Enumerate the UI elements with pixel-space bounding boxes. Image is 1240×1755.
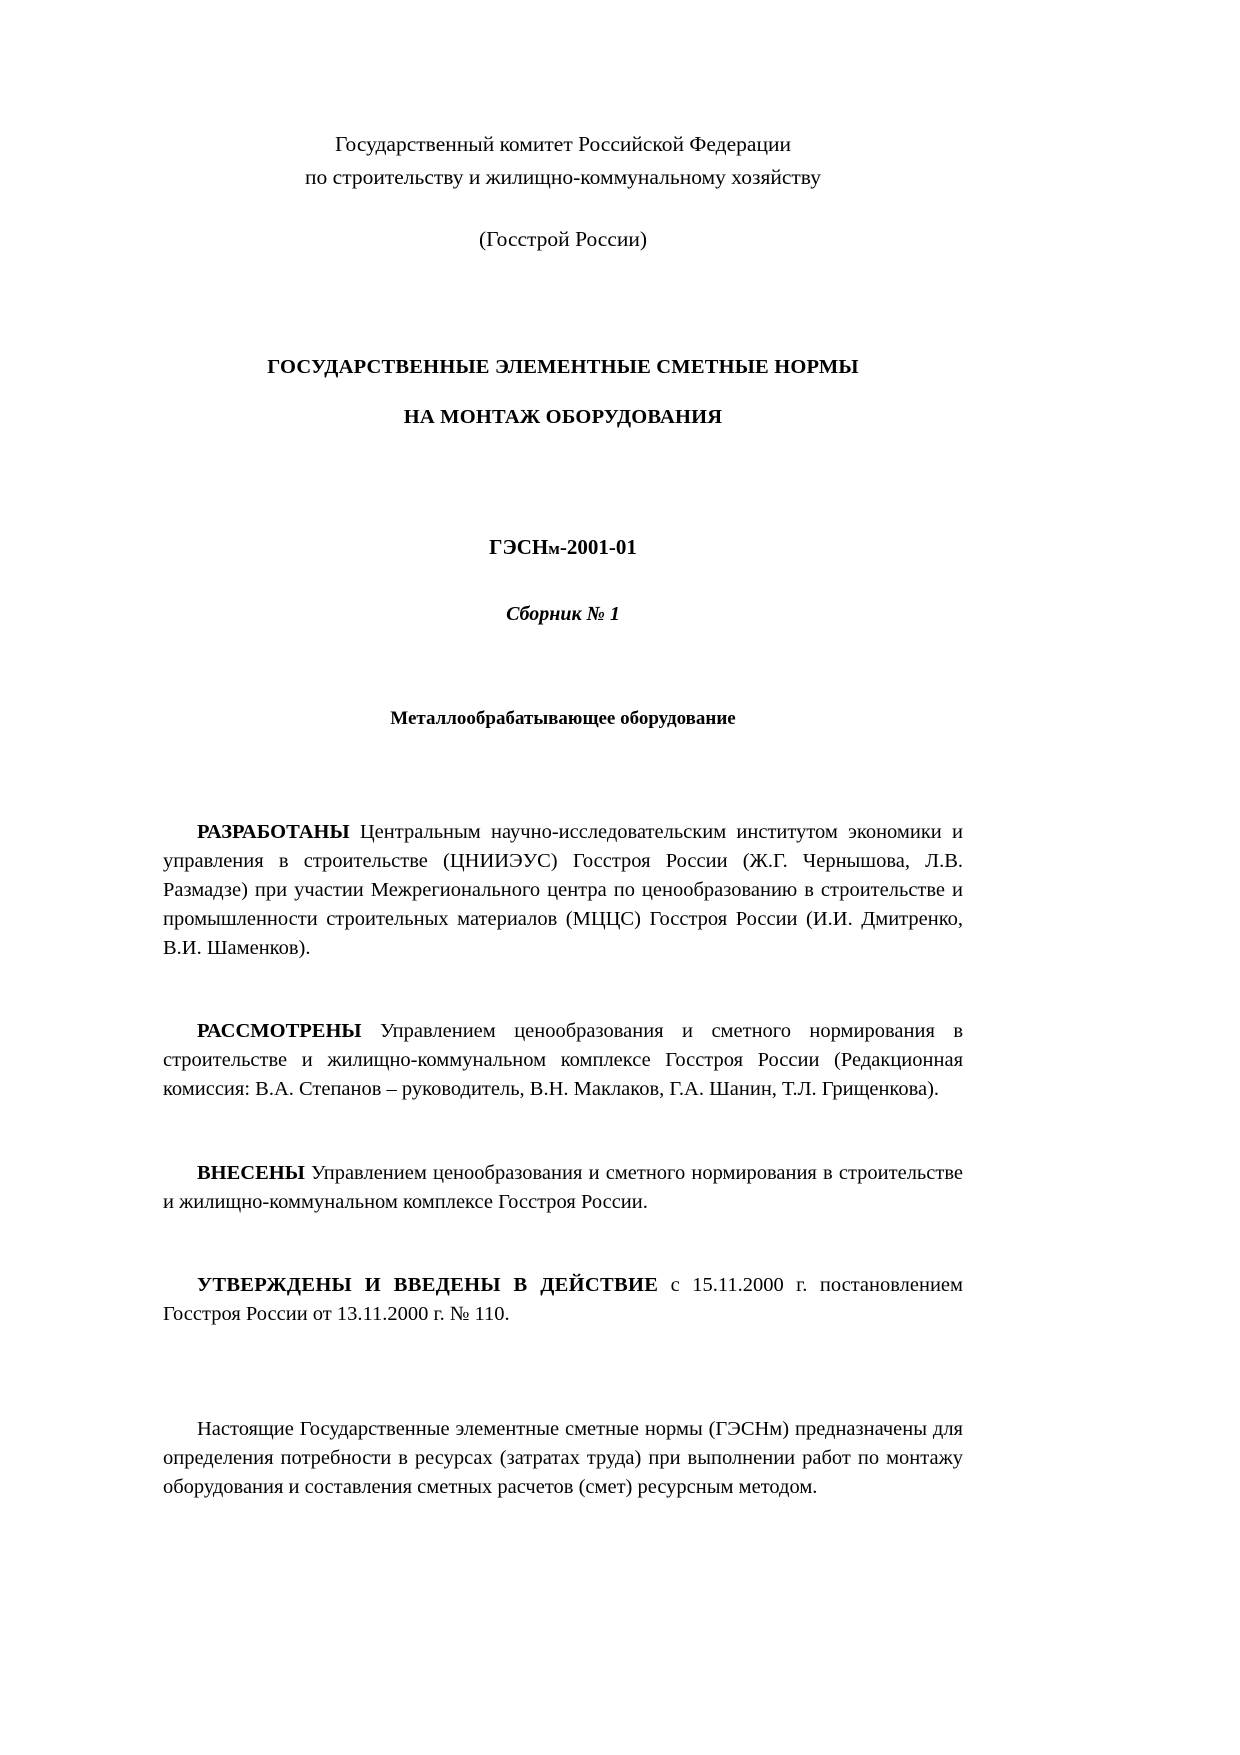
document-code-number: -2001-01 [559,534,637,559]
paragraph-reviewed [163,1017,963,1104]
label-approved: УТВЕРЖДЕНЫ И ВВЕДЕНЫ В ДЕЙСТВИЕ [197,1273,659,1296]
document-title-line-1: ГОСУДАРСТВЕННЫЕ ЭЛЕМЕНТНЫЕ СМЕТНЫЕ НОРМЫ [267,355,859,378]
document-code [163,429,963,560]
issuing-authority-line-1: Государственный комитет Российской Федерации [335,132,791,156]
collection-number: Сборник № 1 [506,602,620,625]
paragraph-approved [163,1271,963,1329]
document-code-prefix: ГЭСН [489,534,549,559]
masthead [163,0,963,195]
text-submitted: Управлением ценообразования и сметного нормирования в строительстве и жилищно-коммунальном комплексе Госстроя России. [163,1161,963,1213]
text-approved: с 15.11.2000 г. постановлением Госстроя России от 13.11.2000 г. № 110. [163,1273,963,1325]
label-developed: РАЗРАБОТАНЫ [197,820,350,843]
label-submitted: ВНЕСЕНЫ [197,1161,305,1184]
paragraph-submitted [163,1159,963,1217]
paragraph-purpose: Настоящие Государственные элементные сметные нормы (ГЭСНм) предназначены для определения потребности в ресурсах (затратах труда) при выполнении работ по монтажу оборудования и составления сметных расчетов (смет) ресурсным методом. [163,1417,963,1499]
paragraph-developed [163,818,963,964]
page-content [163,0,963,1502]
document-code-suffix: м [548,538,560,558]
collection-subject: Металлообрабатывающее оборудование [390,707,736,729]
text-reviewed: Управлением ценообразования и сметного нормирования в строительстве и жилищно-коммунальном комплексе Госстроя России (Редакционная комиссия: В.А. Степанов – руководитель, В.Н. Маклаков, Г.А. Шанин, Т.Л. Грищенкова). [163,1020,963,1101]
document-title-line-2: НА МОНТАЖ ОБОРУДОВАНИЯ [403,405,723,428]
front-matter [163,730,963,1503]
agency-short-name: (Госстрой России) [478,226,648,251]
issuing-authority-line-2: по строительству и жилищно-коммунальному хозяйству [305,165,821,190]
text-developed: Центральным научно-исследовательским институтом экономики и управления в строительстве (ЦНИИЭУС) Госстроя России (Ж.Г. Чернышова, Л.В. Размадзе) при участии Межрегионального центра по ценообразованию в строительстве и промышленности строительных материалов (МЦЦС) Госстроя России (И.И. Дмитренко, В.И. Шаменков). [163,820,963,960]
label-reviewed: РАССМОТРЕНЫ [197,1020,362,1043]
